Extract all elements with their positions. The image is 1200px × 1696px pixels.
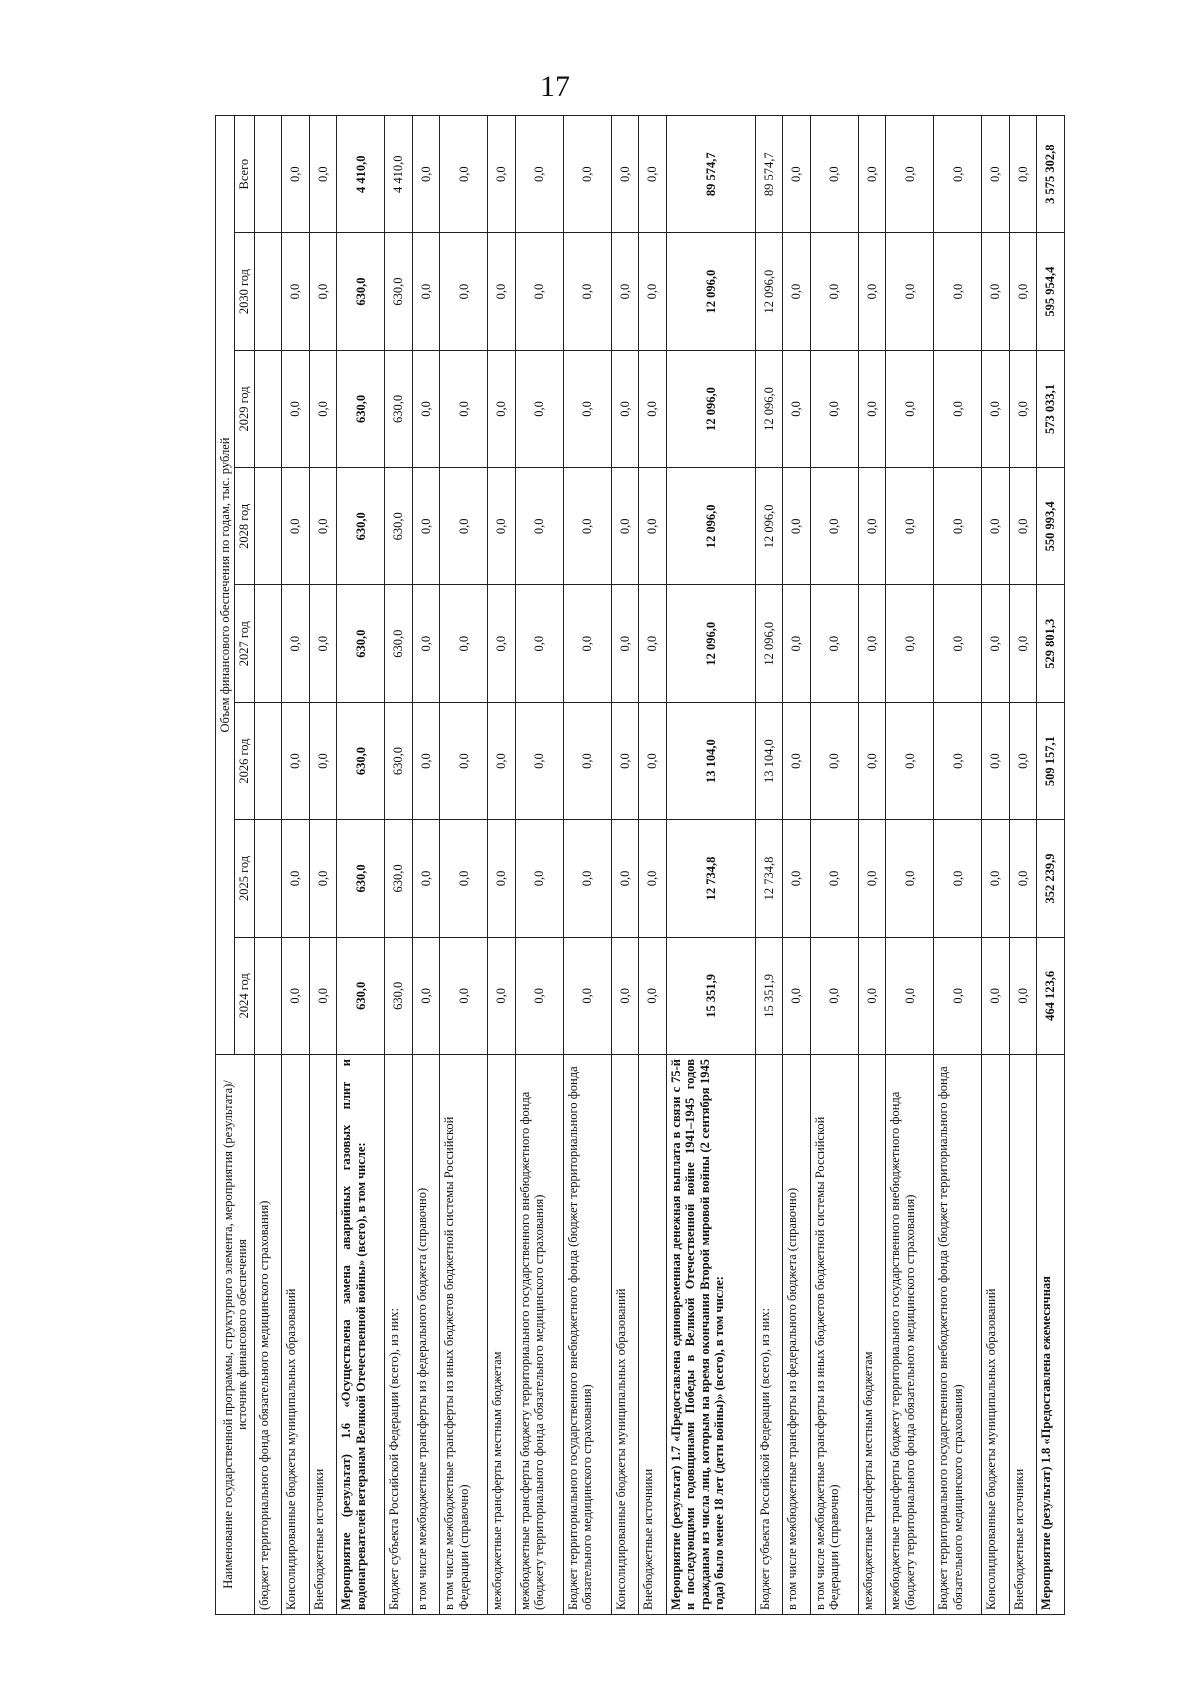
row-value: 0,0 xyxy=(783,468,811,585)
row-value: 0,0 xyxy=(639,116,667,233)
row-value: 0,0 xyxy=(858,350,886,467)
row-value: 0,0 xyxy=(488,585,516,702)
row-value: 0,0 xyxy=(639,233,667,350)
funding-table xyxy=(215,115,1065,1615)
row-value: 12 096,0 xyxy=(755,468,783,585)
row-value: 0,0 xyxy=(886,702,934,819)
row-value: 0,0 xyxy=(440,937,488,1054)
row-label: межбюджетные трансферты бюджету территориального государственного внебюджетного фонда (бюджету территориального фонда обязательного медицинского страхования) xyxy=(886,1055,934,1615)
row-label: межбюджетные трансферты местным бюджетам xyxy=(488,1055,516,1615)
row-value: 630,0 xyxy=(385,937,413,1054)
row-value: 12 734,8 xyxy=(666,820,755,937)
row-value: 0,0 xyxy=(412,820,440,937)
row-value: 0,0 xyxy=(440,820,488,937)
row-value: 0,0 xyxy=(611,702,639,819)
row-value: 0,0 xyxy=(412,702,440,819)
row-value: 0,0 xyxy=(1009,233,1037,350)
header-name: Наименование государственной программы, структурного элемента, мероприятия (результата)/источник финансового обеспечения xyxy=(216,1055,255,1615)
row-value: 0,0 xyxy=(440,350,488,467)
row-value: 0,0 xyxy=(934,820,982,937)
row-label: Внебюджетные источники xyxy=(309,1055,337,1615)
row-value: 0,0 xyxy=(488,820,516,937)
row-value: 0,0 xyxy=(440,702,488,819)
row-value xyxy=(254,233,282,350)
row-value: 0,0 xyxy=(810,937,858,1054)
row-value: 0,0 xyxy=(440,116,488,233)
row-value: 0,0 xyxy=(639,585,667,702)
row-value: 0,0 xyxy=(309,233,337,350)
row-value: 0,0 xyxy=(563,468,611,585)
row-value: 0,0 xyxy=(810,820,858,937)
row-value: 0,0 xyxy=(282,937,310,1054)
table-row xyxy=(934,116,982,1615)
row-value: 12 096,0 xyxy=(755,233,783,350)
row-value: 0,0 xyxy=(934,116,982,233)
row-value: 0,0 xyxy=(982,702,1010,819)
table-row xyxy=(783,116,811,1615)
row-value: 0,0 xyxy=(783,233,811,350)
table-row xyxy=(563,116,611,1615)
row-value: 630,0 xyxy=(337,468,385,585)
row-value: 0,0 xyxy=(611,585,639,702)
row-label: межбюджетные трансферты местным бюджетам xyxy=(858,1055,886,1615)
row-value: 630,0 xyxy=(337,585,385,702)
header-year: 2024 год xyxy=(235,937,254,1054)
row-value: 0,0 xyxy=(440,468,488,585)
row-value: 0,0 xyxy=(488,350,516,467)
row-value: 0,0 xyxy=(1009,468,1037,585)
row-value: 0,0 xyxy=(611,937,639,1054)
row-value: 0,0 xyxy=(563,233,611,350)
row-value: 0,0 xyxy=(982,585,1010,702)
row-value: 0,0 xyxy=(488,937,516,1054)
row-value: 0,0 xyxy=(982,350,1010,467)
table-row xyxy=(982,116,1010,1615)
row-value: 0,0 xyxy=(515,468,563,585)
row-value: 0,0 xyxy=(934,350,982,467)
row-label: в том числе межбюджетные трансферты из иных бюджетов бюджетной системы Российской Федерации (справочно) xyxy=(810,1055,858,1615)
row-value: 0,0 xyxy=(611,468,639,585)
row-value: 0,0 xyxy=(1009,702,1037,819)
row-value: 0,0 xyxy=(639,702,667,819)
row-value: 630,0 xyxy=(337,233,385,350)
header-year: 2027 год xyxy=(235,585,254,702)
row-value: 630,0 xyxy=(385,820,413,937)
row-label: Бюджет субъекта Российской Федерации (всего), из них: xyxy=(385,1055,413,1615)
row-value: 0,0 xyxy=(982,468,1010,585)
row-value: 0,0 xyxy=(412,350,440,467)
table-body xyxy=(254,116,1064,1615)
header-year: 2028 год xyxy=(235,468,254,585)
row-value: 0,0 xyxy=(563,350,611,467)
row-label: (бюджет территориального фонда обязательного медицинского страхования) xyxy=(254,1055,282,1615)
row-value: 464 123,6 xyxy=(1037,937,1065,1054)
table-row xyxy=(515,116,563,1615)
table-row xyxy=(611,116,639,1615)
row-value: 630,0 xyxy=(337,350,385,467)
row-value: 0,0 xyxy=(1009,116,1037,233)
row-value: 630,0 xyxy=(337,820,385,937)
row-value: 0,0 xyxy=(515,350,563,467)
row-label: Консолидированные бюджеты муниципальных образований xyxy=(282,1055,310,1615)
table-row xyxy=(254,116,282,1615)
row-value: 0,0 xyxy=(858,937,886,1054)
page-number: 17 xyxy=(540,70,570,103)
row-value: 630,0 xyxy=(385,233,413,350)
row-value: 12 096,0 xyxy=(666,233,755,350)
row-value: 0,0 xyxy=(488,233,516,350)
row-value: 352 239,9 xyxy=(1037,820,1065,937)
table-row xyxy=(488,116,516,1615)
row-label: Консолидированные бюджеты муниципальных образований xyxy=(611,1055,639,1615)
row-value: 0,0 xyxy=(783,116,811,233)
row-label: Мероприятие (результат) 1.7 «Предоставлена единовременная денежная выплата в связи с 75-й и последующими годовщинами Победы в Великой Отечественной войне 1941–1945 годов гражданам из числа лиц, которым на время окончания Второй мировой войны (2 сентября 1945 года) было менее 18 лет (дети войны)» (всего), в том числе: xyxy=(666,1055,755,1615)
row-label: Консолидированные бюджеты муниципальных образований xyxy=(982,1055,1010,1615)
row-value: 630,0 xyxy=(337,937,385,1054)
row-value: 0,0 xyxy=(282,233,310,350)
row-value: 0,0 xyxy=(934,937,982,1054)
row-value: 0,0 xyxy=(309,585,337,702)
header-group: Объем финансового обеспечения по годам, тыс. рублей xyxy=(216,116,235,1055)
row-value: 0,0 xyxy=(611,116,639,233)
row-value xyxy=(254,116,282,233)
table-row xyxy=(282,116,310,1615)
table-row xyxy=(337,116,385,1615)
row-value xyxy=(254,468,282,585)
row-value: 0,0 xyxy=(611,233,639,350)
table-row xyxy=(1009,116,1037,1615)
header-year: Всего xyxy=(235,116,254,233)
row-value: 13 104,0 xyxy=(755,702,783,819)
row-value: 0,0 xyxy=(810,350,858,467)
row-value: 0,0 xyxy=(515,116,563,233)
row-value: 0,0 xyxy=(440,585,488,702)
row-value: 0,0 xyxy=(515,585,563,702)
header-year: 2026 год xyxy=(235,702,254,819)
row-label: Бюджет территориального государственного внебюджетного фонда (бюджет территориального фонда обязательного медицинского страхования) xyxy=(934,1055,982,1615)
row-label: Внебюджетные источники xyxy=(1009,1055,1037,1615)
row-value: 0,0 xyxy=(783,702,811,819)
row-value: 0,0 xyxy=(982,937,1010,1054)
row-value: 0,0 xyxy=(309,350,337,467)
row-value: 0,0 xyxy=(1009,820,1037,937)
row-value: 0,0 xyxy=(412,233,440,350)
row-value: 0,0 xyxy=(282,350,310,467)
row-value: 0,0 xyxy=(563,116,611,233)
row-value: 0,0 xyxy=(1009,937,1037,1054)
row-value: 0,0 xyxy=(934,468,982,585)
row-value: 0,0 xyxy=(515,820,563,937)
row-value: 0,0 xyxy=(515,702,563,819)
row-value: 0,0 xyxy=(563,702,611,819)
row-label: Бюджет территориального государственного внебюджетного фонда (бюджет территориального фонда обязательного медицинского страхования) xyxy=(563,1055,611,1615)
row-value: 15 351,9 xyxy=(755,937,783,1054)
row-value: 0,0 xyxy=(1009,585,1037,702)
row-value: 0,0 xyxy=(309,937,337,1054)
row-value: 3 575 302,8 xyxy=(1037,116,1065,233)
row-value: 630,0 xyxy=(385,350,413,467)
row-value: 0,0 xyxy=(886,820,934,937)
row-label: Бюджет субъекта Российской Федерации (всего), из них: xyxy=(755,1055,783,1615)
row-value: 12 096,0 xyxy=(666,468,755,585)
header-year: 2030 год xyxy=(235,233,254,350)
row-value: 0,0 xyxy=(810,116,858,233)
row-value: 0,0 xyxy=(982,233,1010,350)
table-row xyxy=(385,116,413,1615)
row-value xyxy=(254,350,282,467)
row-value: 0,0 xyxy=(858,233,886,350)
row-value: 630,0 xyxy=(385,468,413,585)
row-value: 15 351,9 xyxy=(666,937,755,1054)
row-value: 89 574,7 xyxy=(755,116,783,233)
row-value: 0,0 xyxy=(810,233,858,350)
row-value: 0,0 xyxy=(639,820,667,937)
row-value: 0,0 xyxy=(563,585,611,702)
row-value: 0,0 xyxy=(611,820,639,937)
row-value: 630,0 xyxy=(385,702,413,819)
row-value: 0,0 xyxy=(858,116,886,233)
row-value: 0,0 xyxy=(858,468,886,585)
row-label: в том числе межбюджетные трансферты из федерального бюджета (справочно) xyxy=(412,1055,440,1615)
row-label: Мероприятие (результат) 1.6 «Осуществлена замена аварийных газовых плит и водонагревателей ветеранам Великой Отечественной войны» (всего), в том числе: xyxy=(337,1055,385,1615)
row-value: 89 574,7 xyxy=(666,116,755,233)
row-value: 0,0 xyxy=(783,585,811,702)
row-label: в том числе межбюджетные трансферты из иных бюджетов бюджетной системы Российской Федерации (справочно) xyxy=(440,1055,488,1615)
row-value: 0,0 xyxy=(934,585,982,702)
table-row xyxy=(412,116,440,1615)
row-value: 0,0 xyxy=(563,820,611,937)
row-value: 0,0 xyxy=(934,702,982,819)
row-value: 0,0 xyxy=(440,233,488,350)
row-value: 509 157,1 xyxy=(1037,702,1065,819)
row-value: 0,0 xyxy=(309,116,337,233)
row-value: 0,0 xyxy=(488,116,516,233)
row-value xyxy=(254,937,282,1054)
row-value: 0,0 xyxy=(1009,350,1037,467)
row-value: 0,0 xyxy=(982,116,1010,233)
row-value: 529 801,3 xyxy=(1037,585,1065,702)
row-value: 550 993,4 xyxy=(1037,468,1065,585)
row-value: 0,0 xyxy=(639,468,667,585)
table-row xyxy=(886,116,934,1615)
row-value: 0,0 xyxy=(858,820,886,937)
row-value: 12 734,8 xyxy=(755,820,783,937)
row-value: 0,0 xyxy=(611,350,639,467)
row-value: 0,0 xyxy=(488,468,516,585)
row-value: 0,0 xyxy=(810,585,858,702)
row-label: Внебюджетные источники xyxy=(639,1055,667,1615)
row-value: 0,0 xyxy=(309,702,337,819)
row-value: 0,0 xyxy=(515,233,563,350)
row-label: межбюджетные трансферты бюджету территориального государственного внебюджетного фонда (бюджету территориального фонда обязательного медицинского страхования) xyxy=(515,1055,563,1615)
row-value: 0,0 xyxy=(515,937,563,1054)
row-value: 0,0 xyxy=(639,937,667,1054)
row-value: 0,0 xyxy=(309,820,337,937)
row-value: 0,0 xyxy=(858,585,886,702)
row-value: 0,0 xyxy=(783,937,811,1054)
rotated-table-container xyxy=(215,115,1065,1615)
row-value: 0,0 xyxy=(886,116,934,233)
table-row xyxy=(1037,116,1065,1615)
row-value: 4 410,0 xyxy=(385,116,413,233)
row-value: 12 096,0 xyxy=(666,350,755,467)
header-year: 2025 год xyxy=(235,820,254,937)
row-value: 4 410,0 xyxy=(337,116,385,233)
row-value: 0,0 xyxy=(309,468,337,585)
row-value: 0,0 xyxy=(639,350,667,467)
row-value: 13 104,0 xyxy=(666,702,755,819)
row-value: 12 096,0 xyxy=(755,585,783,702)
row-value: 0,0 xyxy=(886,937,934,1054)
table-row xyxy=(440,116,488,1615)
row-value: 0,0 xyxy=(282,468,310,585)
row-value: 630,0 xyxy=(385,585,413,702)
table-row xyxy=(309,116,337,1615)
row-value: 0,0 xyxy=(886,585,934,702)
row-value xyxy=(254,585,282,702)
row-label: Мероприятие (результат) 1.8 «Предоставлена ежемесячная xyxy=(1037,1055,1065,1615)
row-label: в том числе межбюджетные трансферты из федерального бюджета (справочно) xyxy=(783,1055,811,1615)
row-value: 630,0 xyxy=(337,702,385,819)
table-row xyxy=(858,116,886,1615)
row-value: 0,0 xyxy=(934,233,982,350)
row-value: 0,0 xyxy=(858,702,886,819)
table-row xyxy=(639,116,667,1615)
row-value: 0,0 xyxy=(282,116,310,233)
row-value: 12 096,0 xyxy=(666,585,755,702)
row-value: 0,0 xyxy=(886,233,934,350)
row-value: 0,0 xyxy=(783,820,811,937)
row-value: 0,0 xyxy=(412,585,440,702)
row-value: 0,0 xyxy=(563,937,611,1054)
row-value: 0,0 xyxy=(886,350,934,467)
row-value: 0,0 xyxy=(282,820,310,937)
table-row xyxy=(666,116,755,1615)
header-year: 2029 год xyxy=(235,350,254,467)
row-value: 0,0 xyxy=(282,702,310,819)
row-value: 573 033,1 xyxy=(1037,350,1065,467)
table-row xyxy=(755,116,783,1615)
row-value xyxy=(254,820,282,937)
row-value: 0,0 xyxy=(412,116,440,233)
row-value: 0,0 xyxy=(886,468,934,585)
row-value: 0,0 xyxy=(412,937,440,1054)
row-value: 0,0 xyxy=(783,350,811,467)
table-row xyxy=(810,116,858,1615)
row-value: 595 954,4 xyxy=(1037,233,1065,350)
row-value: 0,0 xyxy=(810,702,858,819)
row-value: 0,0 xyxy=(282,585,310,702)
row-value: 12 096,0 xyxy=(755,350,783,467)
row-value xyxy=(254,702,282,819)
row-value: 0,0 xyxy=(810,468,858,585)
row-value: 0,0 xyxy=(982,820,1010,937)
row-value: 0,0 xyxy=(412,468,440,585)
row-value: 0,0 xyxy=(488,702,516,819)
